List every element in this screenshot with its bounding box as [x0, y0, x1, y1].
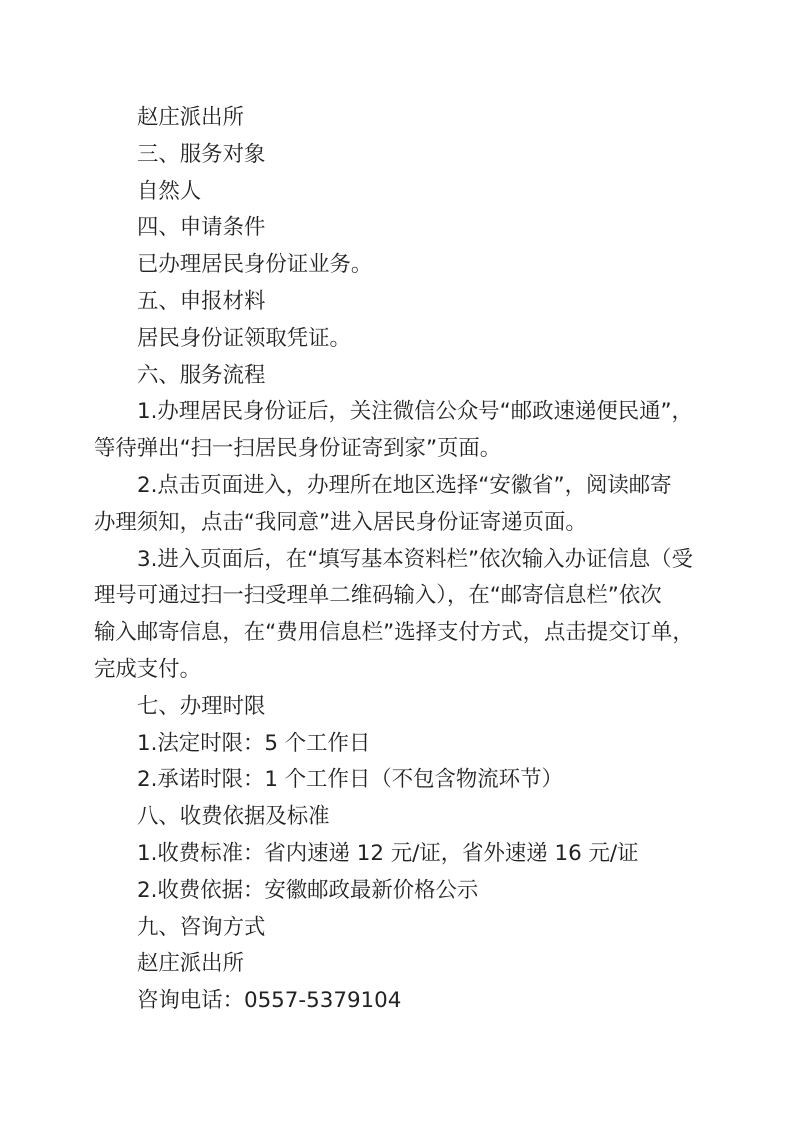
text-line: 赵庄派出所 [137, 105, 244, 130]
section-heading: 九、咨询方式 [137, 914, 266, 940]
text-line: 居民身份证领取凭证。 [137, 325, 351, 351]
document-body [94, 100, 700, 1020]
text-line: 完成支付。 [94, 656, 201, 682]
text-line: 等待弹出“扫一扫居民身份证寄到家”页面。 [94, 436, 502, 462]
step-line: 3.进入页面后，在“填写基本资料栏”依次输入办证信息（受 [137, 546, 693, 572]
text-line: 赵庄派出所 [137, 951, 244, 977]
text-line: 自然人 [137, 178, 202, 204]
text-line: 1.收费标准：省内速递 12 元/证，省外速递 16 元/证 [137, 840, 639, 866]
text-line: 已办理居民身份证业务。 [137, 252, 373, 278]
step-line: 1.办理居民身份证后，关注微信公众号“邮政速递便民通”， [137, 399, 693, 425]
section-heading: 四、申请条件 [137, 215, 266, 241]
section-heading: 五、申报材料 [137, 288, 266, 314]
text-line: 输入邮寄信息，在“费用信息栏”选择支付方式，点击提交订单， [94, 620, 694, 646]
section-heading: 三、服务对象 [137, 141, 266, 167]
section-heading: 六、服务流程 [137, 362, 266, 388]
text-line: 2.承诺时限：1 个工作日（不包含物流环节） [137, 767, 563, 793]
text-line: 理号可通过扫一扫受理单二维码输入），在“邮寄信息栏”依次 [94, 583, 662, 609]
phone-line: 咨询电话：0557-5379104 [137, 988, 402, 1014]
text-line: 2.收费依据：安徽邮政最新价格公示 [137, 877, 479, 903]
section-heading: 七、办理时限 [137, 693, 266, 719]
text-line: 办理须知，点击“我同意”进入居民身份证寄递页面。 [94, 509, 587, 535]
text-line: 1.法定时限：5 个工作日 [137, 730, 371, 756]
step-line: 2.点击页面进入，办理所在地区选择“安徽省”，阅读邮寄 [137, 472, 672, 498]
section-heading: 八、收费依据及标准 [137, 804, 330, 830]
